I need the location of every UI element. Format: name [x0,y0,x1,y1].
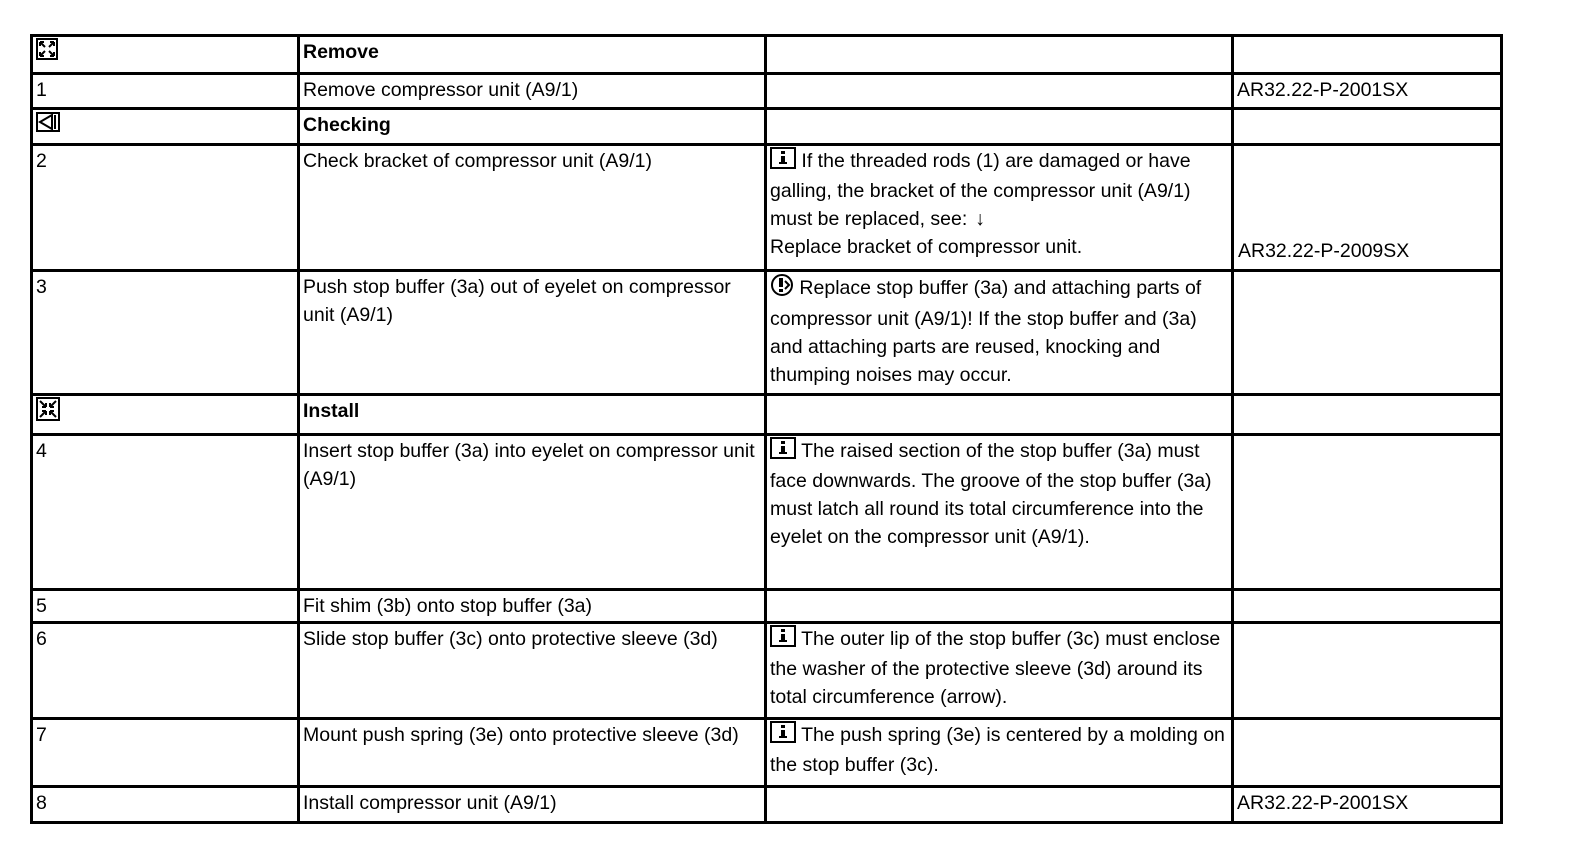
section-icon-cell [32,395,299,435]
step-number: 8 [32,787,299,823]
section-row-checking [32,109,1502,145]
step-text: Push stop buffer (3a) out of eyelet on compressor unit (A9/1) [299,271,766,395]
info-icon [770,147,796,177]
empty-cell [766,590,1233,623]
section-label: Checking [299,109,766,145]
step-note [766,271,1233,395]
table-row [32,271,1502,395]
step-text: Install compressor unit (A9/1) [299,787,766,823]
step-text: Slide stop buffer (3c) onto protective sleeve (3d) [299,623,766,719]
info-icon [770,437,796,467]
table-row [32,719,1502,787]
table-row [32,435,1502,590]
empty-cell [1233,36,1502,74]
reference-link[interactable]: AR32.22-P-2001SX [1233,787,1502,823]
step-number: 6 [32,623,299,719]
reference-cell [1233,145,1502,271]
procedure-table [30,34,1503,824]
note-text: The push spring (3e) is centered by a molding on the stop buffer (3c). [770,724,1225,776]
empty-cell [1233,590,1502,623]
empty-cell [1233,395,1502,435]
empty-cell [1233,719,1502,787]
section-row-remove [32,36,1502,74]
section-row-install [32,395,1502,435]
cross-reference-link[interactable]: Replace bracket of compressor unit. [770,236,1083,258]
step-number: 1 [32,74,299,109]
section-label: Install [299,395,766,435]
empty-cell [766,36,1233,74]
reference-link[interactable]: AR32.22-P-2001SX [1233,74,1502,109]
checking-icon [36,112,60,140]
step-number: 7 [32,719,299,787]
table-row [32,787,1502,823]
empty-cell [1233,271,1502,395]
step-note [766,435,1233,590]
step-note [766,719,1233,787]
note-text: If the threaded rods (1) are damaged or have galling, the bracket of the compressor unit (A9/1) must be replaced, see: [770,150,1191,230]
step-number: 5 [32,590,299,623]
note-text: Replace stop buffer (3a) and attaching parts of compressor unit (A9/1)! If the stop buffer and (3a) and attaching parts are reused, knocking and thumping noises may occur. [770,277,1202,386]
step-number: 2 [32,145,299,271]
reference-link[interactable]: AR32.22-P-2009SX [1238,240,1410,262]
empty-cell [1233,435,1502,590]
step-note [766,145,1233,271]
step-number: 4 [32,435,299,590]
step-note [766,74,1233,109]
section-label: Remove [299,36,766,74]
empty-cell [1233,109,1502,145]
step-text: Insert stop buffer (3a) into eyelet on compressor unit (A9/1) [299,435,766,590]
table-row [32,74,1502,109]
step-text: Check bracket of compressor unit (A9/1) [299,145,766,271]
empty-cell [766,787,1233,823]
install-icon [36,397,60,429]
section-icon-cell [32,36,299,74]
step-text: Mount push spring (3e) onto protective sleeve (3d) [299,719,766,787]
step-number: 3 [32,271,299,395]
table-row [32,590,1502,623]
warning-icon [770,273,794,305]
section-icon-cell [32,109,299,145]
empty-cell [1233,623,1502,719]
note-text: The raised section of the stop buffer (3a) must face downwards. The groove of the stop buffer (3a) must latch all round its total circumference into the eyelet on the compressor unit (A9/1). [770,440,1212,548]
note-text: The outer lip of the stop buffer (3c) must enclose the washer of the protective sleeve (3d) around its total circumference (arrow). [770,628,1221,708]
table-row [32,145,1502,271]
empty-cell [766,395,1233,435]
empty-cell [766,109,1233,145]
down-arrow-icon: ↓ [975,208,986,230]
remove-icon [36,38,58,68]
step-text: Fit shim (3b) onto stop buffer (3a) [299,590,766,623]
step-note [766,623,1233,719]
table-row [32,623,1502,719]
info-icon [770,625,796,655]
step-text: Remove compressor unit (A9/1) [299,74,766,109]
info-icon [770,721,796,751]
